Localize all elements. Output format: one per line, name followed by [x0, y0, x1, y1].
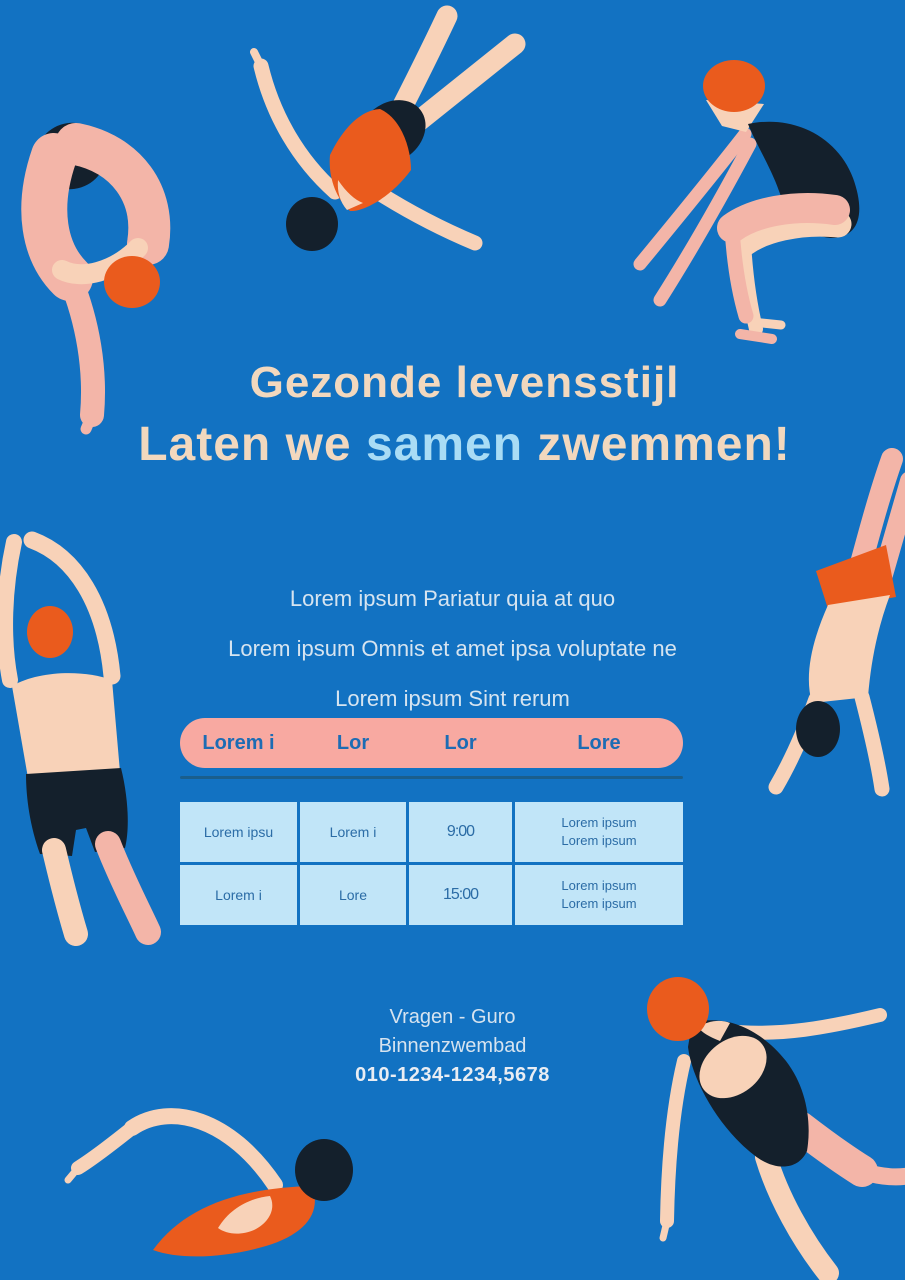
- table-cell-details: [515, 802, 683, 862]
- intro-line-1: Lorem ipsum Pariatur quia at quo: [289, 586, 616, 611]
- schedule-header-col3: Lor: [444, 731, 477, 754]
- schedule-header-col2: Lor: [336, 731, 370, 754]
- schedule-header: [180, 718, 683, 768]
- title-line2-cream-start: Laten we: [138, 418, 366, 471]
- table-cell-detail-line: Lorem ipsum: [561, 878, 637, 893]
- schedule-divider: [180, 776, 683, 779]
- table-cell: Lorem ipsu: [180, 802, 297, 862]
- schedule-header-col4: Lore: [577, 731, 621, 754]
- title-line2-accent: samen: [365, 418, 524, 471]
- title-line2: [12, 414, 905, 476]
- table-cell: Lore: [300, 865, 406, 925]
- schedule-section: [180, 718, 683, 925]
- table-cell-detail-line: Lorem ipsum: [561, 896, 637, 911]
- title-line2-cream-end: zwemmen!: [523, 418, 791, 471]
- intro-paragraph: [0, 574, 905, 724]
- table-cell-detail-line: Lorem ipsum: [561, 833, 637, 848]
- contact-line-2: Binnenzwembad: [378, 1035, 527, 1057]
- contact-phone: 010-1234-1234,5678: [355, 1064, 550, 1086]
- table-cell: Lorem i: [180, 865, 297, 925]
- backflip-diver-illustration: [243, 10, 523, 265]
- intro-line-3: Lorem ipsum Sint rerum: [335, 686, 570, 711]
- table-cell-details: [515, 865, 683, 925]
- contact-line-1: Vragen - Guro: [389, 1006, 516, 1028]
- table-cell-time: 15:00: [409, 865, 512, 925]
- contact-block: [0, 1003, 905, 1090]
- title-line1: Gezonde levensstijl: [249, 358, 680, 407]
- freestyle-swimmer-illustration: [70, 1100, 370, 1280]
- crouching-diver-illustration: [630, 52, 905, 348]
- table-cell-time: 9:00: [409, 802, 512, 862]
- table-cell-detail-line: Lorem ipsum: [561, 815, 637, 830]
- schedule-table: [180, 802, 683, 925]
- poster-title: [12, 352, 905, 476]
- intro-line-2: Lorem ipsum Omnis et amet ipsa voluptate ne: [228, 636, 677, 661]
- schedule-header-col1: Lorem i: [202, 731, 275, 754]
- table-cell: Lorem i: [300, 802, 406, 862]
